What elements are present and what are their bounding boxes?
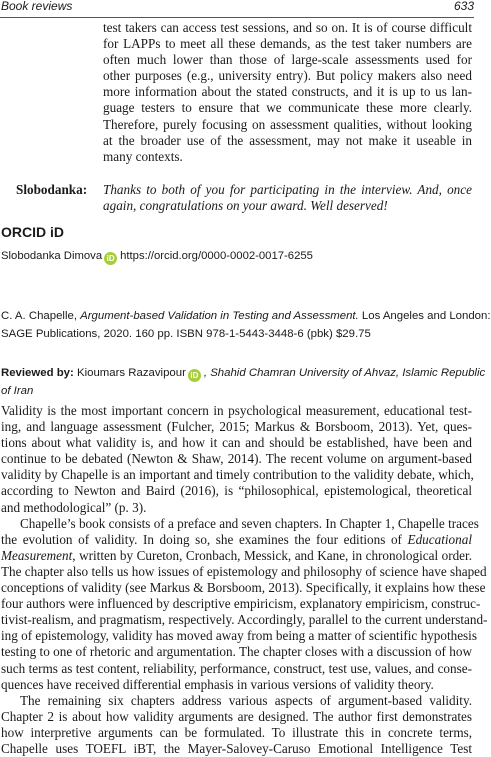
text-line: Validity is the most important concern in psychological measurement, educational test- [1, 403, 472, 418]
text-line: tions about what validity is, and how it can and should be established, have been and [1, 435, 472, 451]
text-line: the evolution of validity. In doing so, she examines the four editions of Educational [1, 531, 472, 547]
reviewer-affiliation-cont: of Iran [1, 385, 34, 397]
orcid-icon[interactable]: iD [188, 369, 201, 382]
text-line: quences have received differential emphasis in various versions of validity theory. [1, 676, 434, 692]
running-header [0, 0, 474, 18]
reviewer-affiliation: , Shahid Chamran University of Ahvaz, Islamic Republic [203, 367, 486, 379]
text-line: continue to be debated (Newton & Shaw, 2014). The recent volume on argument-based [1, 451, 472, 467]
review-body [1, 403, 488, 757]
text-line: conceptions of validity (see Markus & Borsboom, 2013). Specifically, it explains how these [1, 580, 486, 596]
text-line: ing of epistemology, validity has moved away from being a matter of scientific hypothesis [1, 628, 477, 644]
orcid-heading: ORCID iD [1, 224, 64, 240]
reviewer-line [1, 364, 486, 382]
text-line: such terms as test content, reliability, performance, construct, test use, values, and conse- [1, 660, 472, 676]
citation-author: C. A. Chapelle, [1, 310, 81, 322]
text-line: again, congratulations on your award. Well deserved! [103, 198, 388, 214]
text-line: Therefore, purely focusing on assessment qualities, without looking [103, 116, 472, 132]
citation-line [1, 307, 491, 325]
text-line: tivist-realism, and pragmatism, respectively. Accordingly, parallel to the current understand- [1, 612, 488, 628]
reviewed-by-label: Reviewed by: [1, 367, 74, 379]
text-line: guage testers to ensure that we communicate these more clearly. [103, 100, 472, 116]
text-line: The remaining six chapters address various aspects of argument-based validity. [20, 692, 472, 708]
orcid-link[interactable]: https://orcid.org/0000-0002-0017-6255 [120, 250, 313, 262]
interview-closing [103, 182, 472, 214]
reviewer-block [1, 364, 486, 400]
text-line: at the broader use of the assessment, may not make it useable in [103, 132, 472, 148]
text-line: and methodological” (p. 3). [1, 499, 147, 515]
text-line: Chapelle uses TOEFL iBT, the Mayer-Salovey-Caruso Emotional Intelligence Test [1, 740, 472, 756]
citation-publisher: Los Angeles and London: [358, 310, 491, 322]
text-line: many contexts. [103, 148, 183, 164]
text-line: how interpretive arguments can be formulated. To illustrate this in concrete terms, [1, 724, 472, 740]
text-line: Chapelle’s book consists of a preface and seven chapters. In Chapter 1, Chapelle traces [20, 515, 479, 531]
book-citation [1, 307, 491, 343]
text-line: often much lower than those of large-scale assessments used for [103, 52, 472, 68]
page-number: 633 [453, 0, 474, 13]
orcid-entry [1, 249, 313, 265]
text-line: ing, and language assessment (Fulcher, 2015; Markus & Borsboom, 2013). Yet, ques- [1, 419, 472, 435]
text-line: more information about the stated constructs, and it is up to us lan- [103, 84, 472, 100]
text-line: Chapter 2 is about how validity arguments are designed. The author first demonstrates [1, 708, 472, 724]
text-line: test takers can access test sessions, and so on. It is of course difficult [103, 20, 472, 35]
text-line: Thanks to both of you for participating in the interview. And, once [103, 182, 472, 197]
interview-answer [103, 20, 472, 165]
text-line: four authors were influenced by descriptive empiricism, explanatory empiricism, construc- [1, 596, 481, 612]
speaker-label: Slobodanka: [16, 182, 88, 197]
text-line: according to Newton and Baird (2016), is “philosophical, epistemological, theoretical [1, 483, 472, 499]
text-line: validity by Chapelle is an important and timely contribution to the validity debate, which, [1, 467, 474, 483]
text-line: for LAPPs to meet all these demands, as the test taker numbers are [103, 36, 472, 52]
text-line: testing to one of rhetoric and argumentation. The chapter closes with a discussion of how [1, 644, 472, 660]
section-title: Book reviews [1, 0, 73, 13]
citation-details: SAGE Publications, 2020. 160 pp. ISBN 978-1-5443-3448-6 (pbk) $29.75 [1, 328, 371, 340]
orcid-author: Slobodanka Dimova [1, 250, 103, 262]
book-title: Argument-based Validation in Testing and Assessment. [80, 310, 359, 322]
text-line: other purposes (e.g., university entry). But policy makers also need [103, 68, 472, 84]
orcid-icon: iD [104, 252, 117, 265]
text-line: Measurement, written by Cureton, Cronbach, Messick, and Kane, in chronological order. [1, 547, 472, 563]
text-line: The chapter also tells us how issues of epistemology and philosophy of science have shaped [1, 563, 487, 579]
reviewer-name: Kioumars Razavipour [73, 367, 186, 379]
